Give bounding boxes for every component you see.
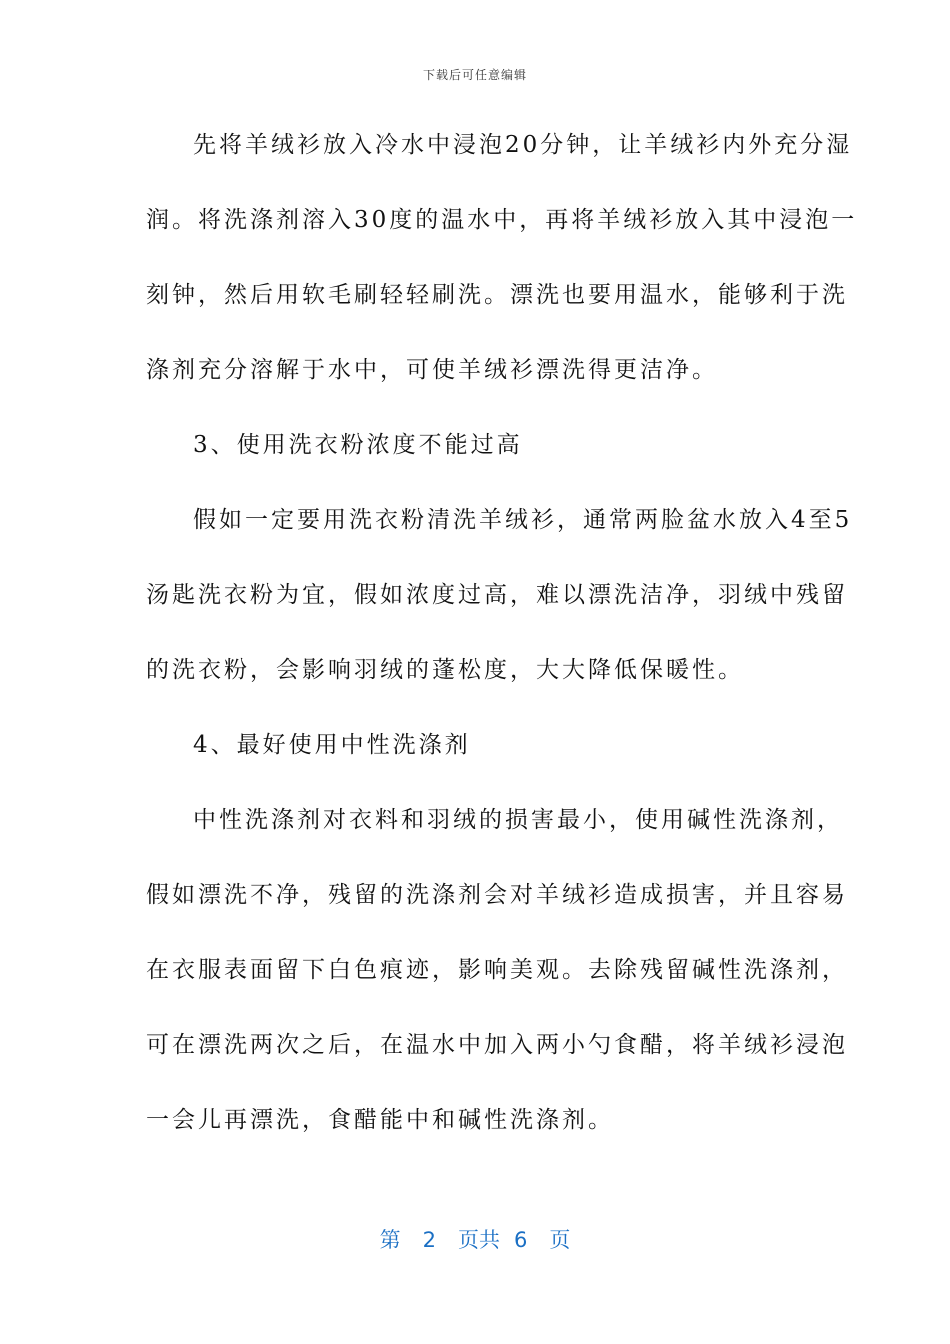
- paragraph-line: 可在漂洗两次之后，在温水中加入两小勺食醋，将羊绒衫浸泡: [146, 1032, 848, 1058]
- current-page-number: 2: [422, 1228, 436, 1252]
- paragraph-line: 假如漂洗不净，残留的洗涤剂会对羊绒衫造成损害，并且容易: [146, 882, 848, 908]
- paragraph-line: 润。将洗涤剂溶入30度的温水中，再将羊绒衫放入其中浸泡一: [146, 207, 858, 233]
- paragraph-line: 中性洗涤剂对衣料和羽绒的损害最小，使用碱性洗涤剂，: [193, 807, 843, 833]
- section-heading: 3、使用洗衣粉浓度不能过高: [193, 432, 523, 458]
- document-body: [146, 121, 858, 1171]
- paragraph-line: 的洗衣粉，会影响羽绒的蓬松度，大大降低保暖性。: [146, 657, 744, 683]
- footer-suffix: 页: [549, 1228, 571, 1252]
- paragraph-line: 一会儿再漂洗，食醋能中和碱性洗涤剂。: [146, 1107, 614, 1133]
- page-header: 下载后可任意编辑: [422, 68, 527, 82]
- page-number-footer: [0, 1224, 950, 1254]
- footer-middle: 页共: [458, 1228, 500, 1252]
- paragraph-line: 汤匙洗衣粉为宜，假如浓度过高，难以漂洗洁净，羽绒中残留: [146, 582, 848, 608]
- footer-prefix: 第: [379, 1228, 401, 1252]
- section-heading: 4、最好使用中性洗涤剂: [193, 732, 471, 758]
- paragraph-line: 先将羊绒衫放入冷水中浸泡20分钟，让羊绒衫内外充分湿: [193, 132, 853, 158]
- paragraph-line: 在衣服表面留下白色痕迹，影响美观。去除残留碱性洗涤剂，: [146, 957, 848, 983]
- total-pages-number: 6: [514, 1228, 528, 1252]
- paragraph-line: 涤剂充分溶解于水中，可使羊绒衫漂洗得更洁净。: [146, 357, 718, 383]
- paragraph-line: 刻钟，然后用软毛刷轻轻刷洗。漂洗也要用温水，能够利于洗: [146, 282, 848, 308]
- paragraph-line: 假如一定要用洗衣粉清洗羊绒衫，通常两脸盆水放入4至5: [193, 507, 853, 533]
